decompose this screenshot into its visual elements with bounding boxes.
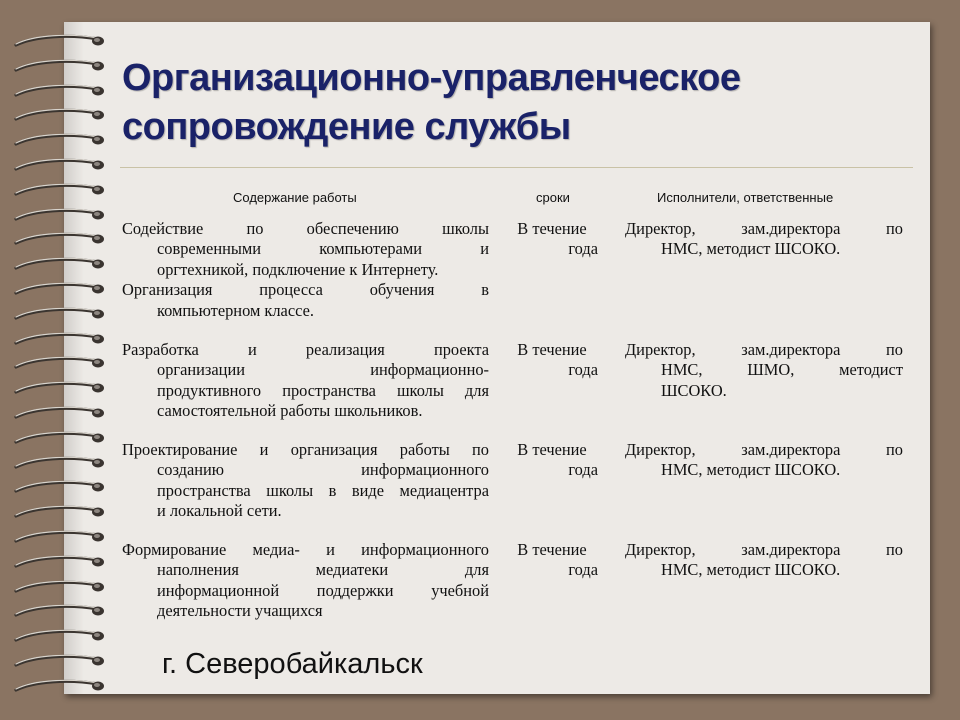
spiral-ring xyxy=(14,208,106,222)
row-1-people-line: Директор, зам.директора по xyxy=(625,219,903,238)
row-1-content-line: компьютерном классе. xyxy=(157,300,314,320)
spiral-ring xyxy=(14,629,106,643)
spiral-ring xyxy=(14,257,106,271)
title-divider xyxy=(120,167,913,168)
row-3-content-line: Проектирование и организация работы по xyxy=(122,440,489,459)
row-2-deadline-line: В течение xyxy=(517,340,587,359)
slide-title xyxy=(122,54,882,152)
title-line-1: Организационно-управленческое xyxy=(122,57,741,99)
row-4-deadline xyxy=(506,540,598,581)
row-4-content-line: наполнения медиатеки для xyxy=(157,560,489,580)
row-3-deadline xyxy=(506,440,598,481)
row-4-people-line: НМС, методист ШСОКО. xyxy=(661,560,841,580)
spiral-ring xyxy=(14,505,106,519)
spiral-ring xyxy=(14,108,106,122)
spiral-ring xyxy=(14,604,106,618)
header-people: Исполнители, ответственные xyxy=(657,190,834,205)
row-2-people-line: ШСОКО. xyxy=(661,380,727,400)
spiral-ring xyxy=(14,356,106,370)
row-1-deadline-line: года xyxy=(568,239,598,259)
row-2-content-line: продуктивного пространства школы для xyxy=(157,380,489,400)
row-1-deadline xyxy=(506,219,598,260)
spiral-ring xyxy=(14,530,106,544)
spiral-ring xyxy=(14,555,106,569)
row-3-content xyxy=(122,440,489,522)
spiral-ring xyxy=(14,158,106,172)
row-2-content xyxy=(122,340,489,422)
spiral-ring xyxy=(14,679,106,693)
row-4-people-line: Директор, зам.директора по xyxy=(625,540,903,559)
spiral-ring xyxy=(14,133,106,147)
row-3-people-line: НМС, методист ШСОКО. xyxy=(661,460,841,480)
spiral-ring xyxy=(14,232,106,246)
row-2-deadline-line: года xyxy=(568,360,598,380)
row-4-deadline-line: года xyxy=(568,560,598,580)
row-2-people xyxy=(625,340,903,401)
row-4-content-line: информационной поддержки учебной xyxy=(157,580,489,600)
title-line-2: сопровождение службы xyxy=(122,106,571,148)
row-4-people xyxy=(625,540,903,581)
spiral-ring xyxy=(14,59,106,73)
spiral-ring xyxy=(14,431,106,445)
row-1-content-line: Организация процесса обучения в xyxy=(122,280,489,300)
row-2-content-line: организации информационно- xyxy=(157,360,489,380)
city-caption: г. Северобайкальск xyxy=(162,648,423,680)
row-3-content-line: созданию информационного xyxy=(157,460,489,480)
row-1-people xyxy=(625,219,903,260)
spiral-ring xyxy=(14,580,106,594)
row-2-deadline xyxy=(506,340,598,381)
row-1-deadline-line: В течение xyxy=(517,219,587,238)
spiral-ring xyxy=(14,34,106,48)
row-4-deadline-line: В течение xyxy=(517,540,587,559)
spiral-ring xyxy=(14,480,106,494)
spiral-ring xyxy=(14,282,106,296)
row-1-people-line: НМС, методист ШСОКО. xyxy=(661,239,841,259)
row-3-content-line: и локальной сети. xyxy=(157,501,282,521)
spiral-ring xyxy=(14,654,106,668)
row-1-content xyxy=(122,219,489,321)
row-2-people-line: Директор, зам.директора по xyxy=(625,340,903,359)
row-3-people xyxy=(625,440,903,481)
row-4-content-line: деятельности учащихся xyxy=(157,601,323,621)
row-1-content-line: Содействие по обеспечению школы xyxy=(122,219,489,238)
row-1-content-line: оргтехникой, подключение к Интернету. xyxy=(157,259,439,279)
row-3-deadline-line: года xyxy=(568,460,598,480)
spiral-ring xyxy=(14,332,106,346)
row-2-content-line: Разработка и реализация проекта xyxy=(122,340,489,359)
row-3-people-line: Директор, зам.директора по xyxy=(625,440,903,459)
row-4-content xyxy=(122,540,489,622)
header-deadline: сроки xyxy=(536,190,570,205)
spiral-ring xyxy=(14,84,106,98)
spiral-ring xyxy=(14,406,106,420)
row-2-people-line: НМС, ШМО, методист xyxy=(661,360,903,380)
spiral-ring xyxy=(14,456,106,470)
row-3-content-line: пространства школы в виде медиацентра xyxy=(157,480,489,500)
header-content: Содержание работы xyxy=(233,190,357,205)
row-3-deadline-line: В течение xyxy=(517,440,587,459)
spiral-ring xyxy=(14,307,106,321)
row-2-content-line: самостоятельной работы школьников. xyxy=(157,401,423,421)
row-1-content-line: современными компьютерами и xyxy=(157,239,489,259)
spiral-ring xyxy=(14,381,106,395)
row-4-content-line: Формирование медиа- и информационного xyxy=(122,540,489,559)
spiral-ring xyxy=(14,183,106,197)
